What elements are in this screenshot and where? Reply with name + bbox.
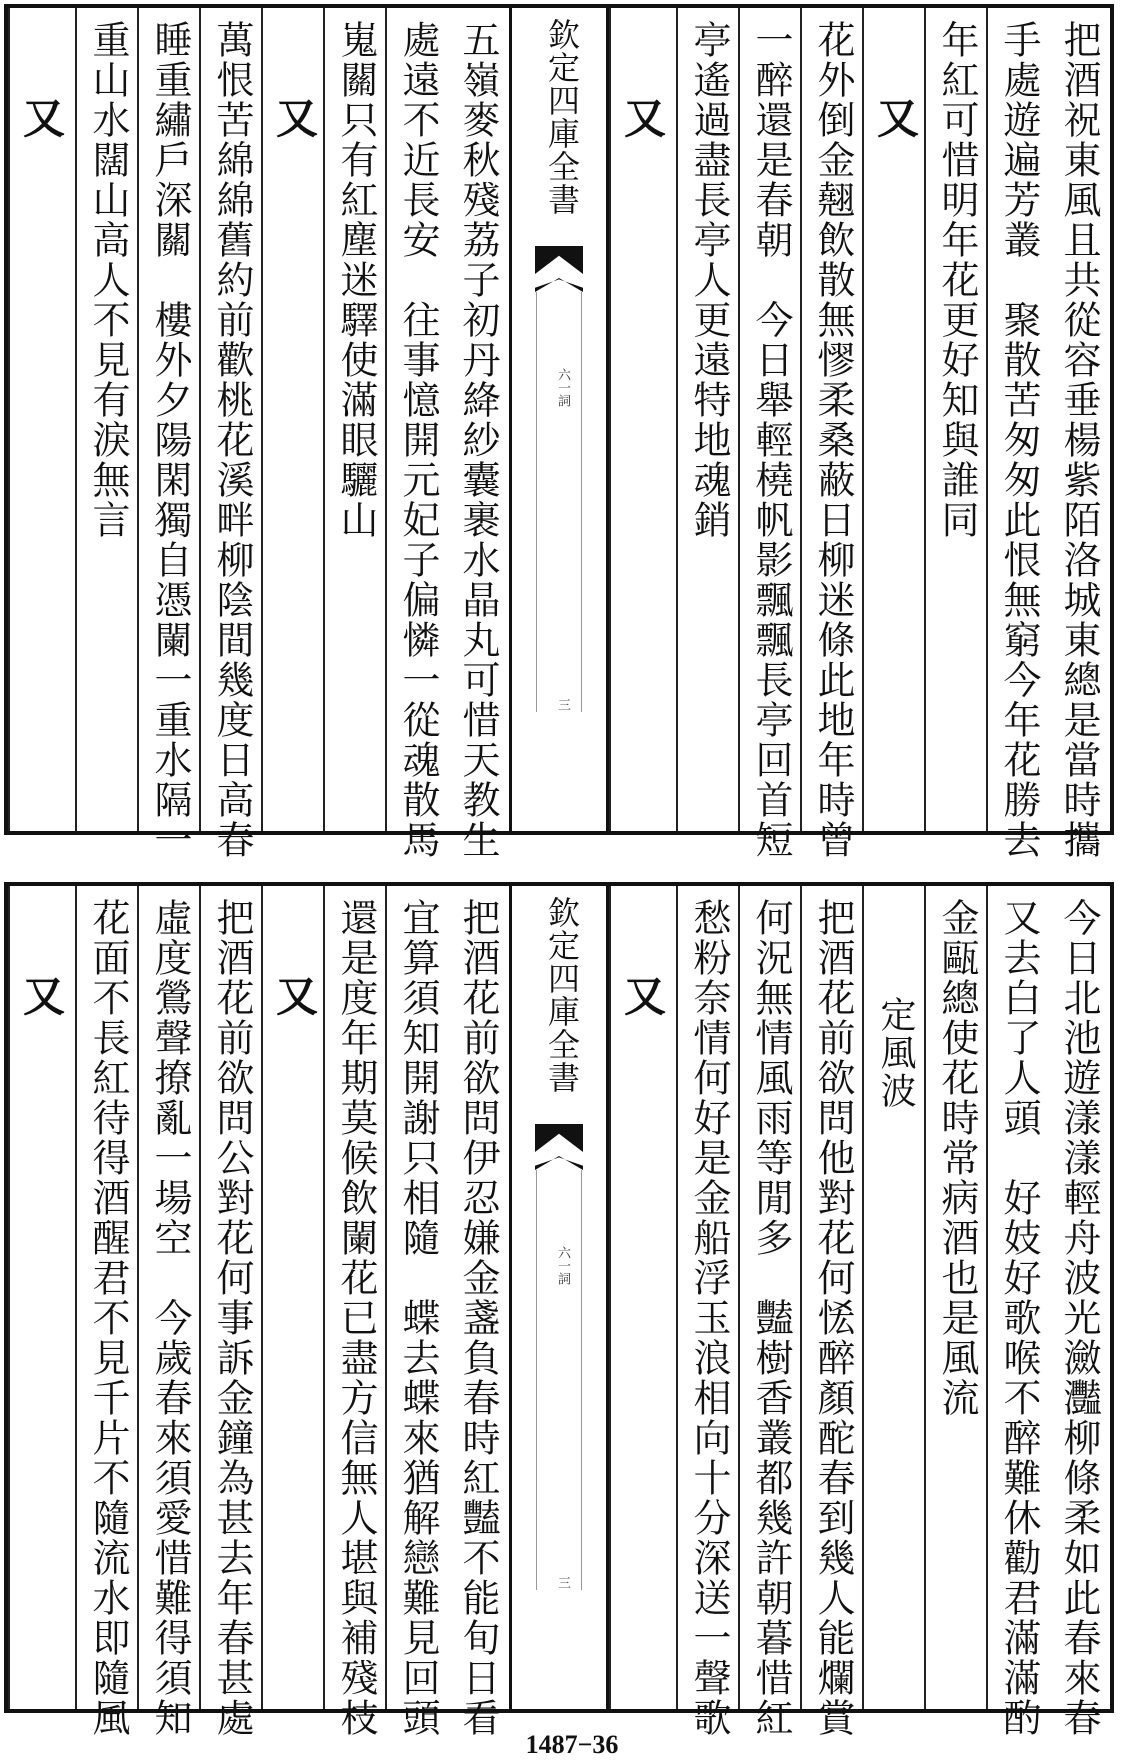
book-title: 欽定四庫全書: [543, 18, 581, 216]
text-column: 今日北池遊漾漾輕舟波光瀲灩柳條柔如此春來春: [1057, 898, 1101, 1738]
text-column: 把酒花前欲問他對花何恡醉顏酡春到幾人能爛賞: [800, 886, 862, 1709]
text-column: 手處遊遍芳叢 聚散苦匆匆此恨無窮今年花勝去: [986, 8, 1048, 831]
text-column: 虛度鶯聲撩亂一場空 今歲春來須愛惜難得須知: [137, 886, 199, 1709]
text-column: 把酒祝東風且共從容垂楊紫陌洛城東總是當時攜: [1057, 20, 1101, 860]
leaf-number: 三: [555, 698, 570, 711]
poem-heading: 又: [609, 886, 676, 1709]
left-panel-top: [8, 8, 509, 860]
text-column: 嵬關只有紅塵迷驛使滿眼驪山: [323, 8, 385, 831]
book-title: 欽定四庫全書: [543, 896, 581, 1094]
text-column: 萬恨苦綿綿舊約前歡桃花溪畔柳陰間幾度日高春: [199, 8, 261, 831]
text-column: 愁粉奈情何好是金船浮玉浪相向十分深送一聲歌: [676, 886, 738, 1709]
poem-heading: 又: [261, 886, 323, 1709]
text-column: 金甌總使花時常病酒也是風流: [924, 886, 986, 1709]
text-column: 把酒花前欲問公對花何事訴金鐘為甚去年春甚處: [199, 886, 261, 1709]
poem-heading: 又: [261, 8, 323, 831]
gutter-rule: [536, 1170, 582, 1590]
text-column: 亭遙過盡長亭人更遠特地魂銷: [676, 8, 738, 831]
poem-heading: 又: [862, 8, 924, 831]
text-column: 睡重繡戶深關 樓外夕陽閑獨自憑闌一重水隔一: [137, 8, 199, 831]
leaf-number: 三: [555, 1576, 570, 1589]
text-column: 還是度年期莫候飲闌花已盡方信無人堪與補殘枝: [323, 886, 385, 1709]
fishtail-mark-lower-icon: [535, 278, 583, 292]
text-column: 何況無情風雨等閒多 豔樹香叢都幾許朝暮惜紅: [738, 886, 800, 1709]
fishtail-mark-lower-icon: [535, 1156, 583, 1170]
left-panel-bottom: [8, 886, 509, 1738]
text-column: 花外倒金翹飲散無憀柔桑蔽日柳迷條此地年時曾: [800, 8, 862, 831]
volume-label: 六一詞: [555, 1246, 570, 1285]
volume-label: 六一詞: [555, 368, 570, 407]
right-panel-bottom: [609, 886, 1110, 1738]
fishtail-mark-icon: [535, 246, 583, 274]
page-bottom: [0, 878, 1144, 1738]
poem-heading: 又: [8, 886, 75, 1709]
text-column: 宜算須知開謝只相隨 蝶去蝶來猶解戀難見回頭: [385, 886, 447, 1709]
poem-heading: 又: [609, 8, 676, 831]
page-frame-bottom: [4, 882, 1114, 1738]
fishtail-mark-icon: [535, 1124, 583, 1152]
text-column: 把酒花前欲問伊忍嫌金盞負春時紅豔不能旬日看: [456, 898, 500, 1738]
text-column: 一醉還是春朝 今日舉輕橈帆影飄飄長亭回首短: [738, 8, 800, 831]
page-frame-top: [4, 4, 1114, 860]
page-top: [0, 0, 1144, 860]
right-panel-top: [609, 8, 1110, 860]
center-gutter-top: [509, 8, 609, 831]
text-column: 五嶺麥秋殘荔子初丹絳紗囊裹水晶丸可惜天教生: [456, 20, 500, 860]
text-column: 處遠不近長安 往事憶開元妃子偏憐一從魂散馬: [385, 8, 447, 831]
center-gutter-bottom: [509, 886, 609, 1709]
poem-heading: 定風波: [862, 886, 924, 1709]
text-column: 年紅可惜明年花更好知與誰同: [924, 8, 986, 831]
gutter-rule: [536, 292, 582, 712]
poem-heading: 又: [8, 8, 75, 831]
text-column: 重山水闊山高人不見有淚無言: [75, 8, 137, 831]
text-column: 花面不長紅待得酒醒君不見千片不隨流水即隨風: [75, 886, 137, 1709]
text-column: 又去白了人頭 好妓好歌喉不醉難休勸君滿滿酌: [986, 886, 1048, 1709]
page-number: 1487−36: [525, 1730, 619, 1759]
